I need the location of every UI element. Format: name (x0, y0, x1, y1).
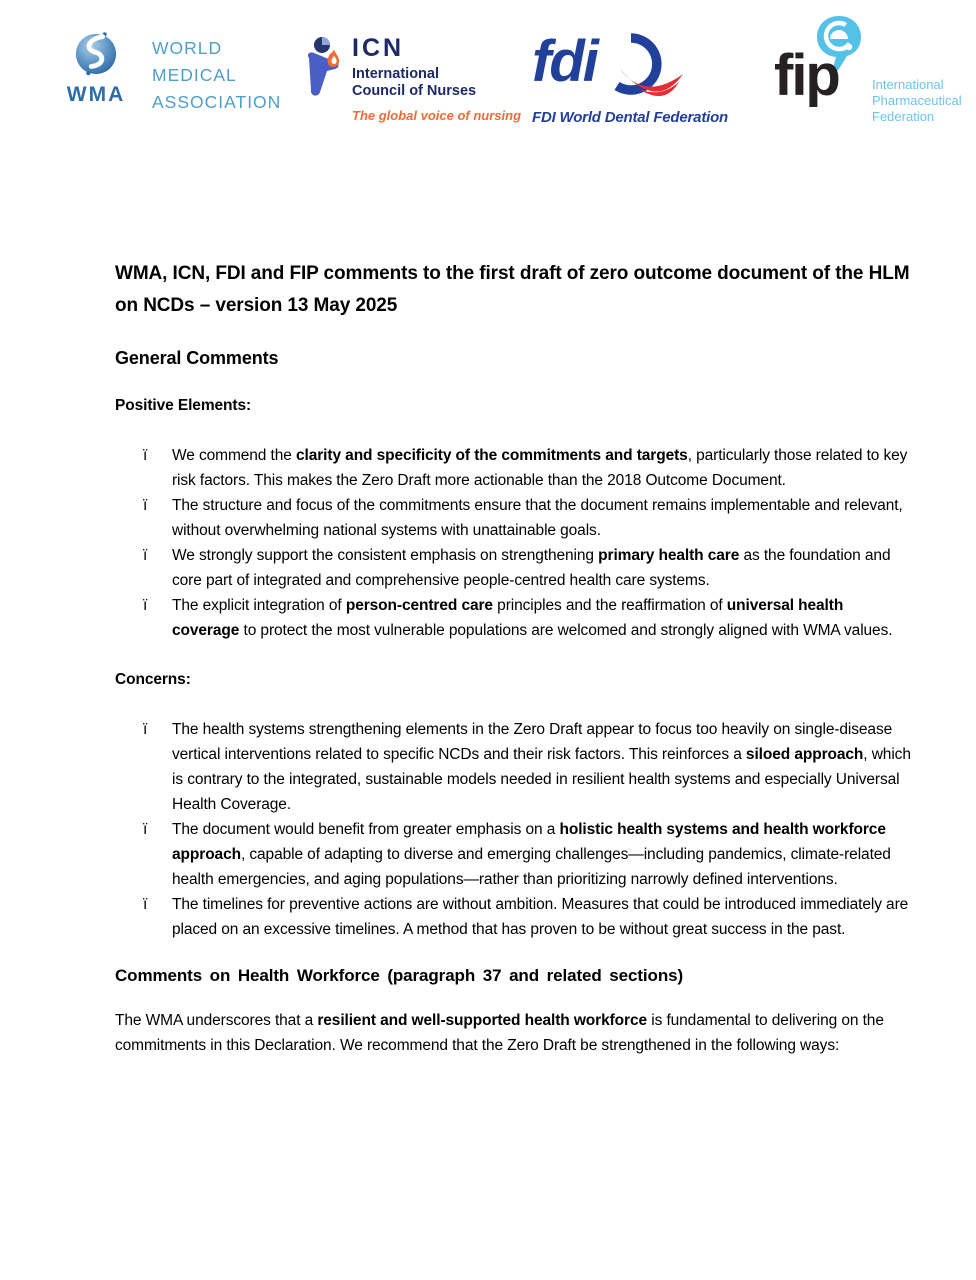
bullet-text: We commend the clarity and specificity of the commitments and targets, particularly those related to key risk factors. This makes the Zero Draft more actionable than the 2018 Outcome Document. (172, 447, 908, 489)
bullet-text: The health systems strengthening elements in the Zero Draft appear to focus too heavily on single-disease vertical interventions related to specific NCDs and their risk factors. This reinforces a siloed approach, which is contrary to the integrated, sustainable models needed in resilient health systems and especially Universal Health Coverage. (172, 721, 911, 813)
fip-name-line: Pharmaceutical (872, 93, 962, 108)
fdi-acronym: fdi (532, 29, 597, 94)
positive-elements-list (115, 443, 911, 643)
document-content (115, 258, 911, 1058)
icn-tagline: The global voice of nursing (352, 108, 522, 123)
icn-name-line: Council of Nurses (352, 82, 477, 99)
heading-general-comments: General Comments (115, 348, 279, 368)
concerns-list (115, 717, 911, 942)
workforce-paragraph: The WMA underscores that a resilient and well-supported health workforce is fundamental to delivering on the commitments in this Declaration. We recommend that the Zero Draft be strengthened in the following ways: (115, 1012, 884, 1054)
bullet-marker: ï (143, 597, 148, 614)
wma-name-line: ASSOCIATION (152, 92, 282, 112)
bullet-text: We strongly support the consistent emphasis on strengthening primary health care as the foundation and core part of integrated and comprehensive people-centred health care systems. (172, 547, 891, 589)
bullet-marker: ï (143, 497, 148, 514)
icn-logo (306, 36, 521, 123)
bullet-text: The structure and focus of the commitments ensure that the document remains implementable and relevant, without overwhelming national systems with unattainable goals. (172, 497, 903, 539)
bullet-marker: ï (143, 821, 148, 838)
bullet-marker: ï (143, 447, 148, 464)
fdi-smile-arcs-icon (601, 32, 689, 103)
fdi-caption: FDI World Dental Federation (532, 109, 729, 126)
wma-name-line: MEDICAL (152, 65, 237, 85)
wma-globe-caduceus-icon (73, 30, 119, 81)
bullet-text: The document would benefit from greater emphasis on a holistic health systems and health workforce approach, capable of adapting to diverse and emerging challenges—including pandemics, climate-related health emergencies, and aging populations—rather than prioritizing narrowly defined interventions. (172, 821, 891, 888)
bullet-item (143, 717, 911, 817)
wma-logo (60, 30, 281, 116)
bullet-item (143, 443, 911, 493)
bullet-marker: ï (143, 721, 148, 738)
document-title: WMA, ICN, FDI and FIP comments to the first draft of zero outcome document of the HLM on NCDs – version 13 May 2025 (115, 263, 910, 316)
icn-name-line: International (352, 66, 440, 82)
bullet-text: The timelines for preventive actions are without ambition. Measures that could be introduced immediately are placed on an excessive timelines. A method that has proven to be without great success in the past. (172, 896, 909, 938)
bullet-item (143, 593, 911, 643)
bullet-marker: ï (143, 547, 148, 564)
heading-concerns: Concerns: (115, 671, 191, 688)
icn-nurse-figure-icon (306, 36, 340, 123)
heading-positive-elements: Positive Elements: (115, 397, 252, 414)
bullet-item (143, 892, 911, 942)
wma-name-line: WORLD (152, 38, 223, 58)
fip-acronym: fip (774, 43, 839, 108)
bullet-marker: ï (143, 896, 148, 913)
bullet-text: The explicit integration of person-centred care principles and the reaffirmation of universal health coverage to protect the most vulnerable populations are welcomed and strongly aligned with WMA values. (172, 597, 893, 639)
bullet-item (143, 493, 911, 543)
fdi-logo (532, 29, 729, 126)
fip-name-line: Federation (872, 109, 935, 124)
heading-health-workforce: Comments on Health Workforce (paragraph 37 and related sections) (115, 966, 684, 985)
bullet-item (143, 543, 911, 593)
wma-acronym: WMA (66, 83, 126, 106)
icn-acronym: ICN (352, 34, 405, 62)
bullet-item (143, 817, 911, 892)
fip-logo (774, 14, 962, 130)
fip-name-line: International (872, 77, 944, 92)
